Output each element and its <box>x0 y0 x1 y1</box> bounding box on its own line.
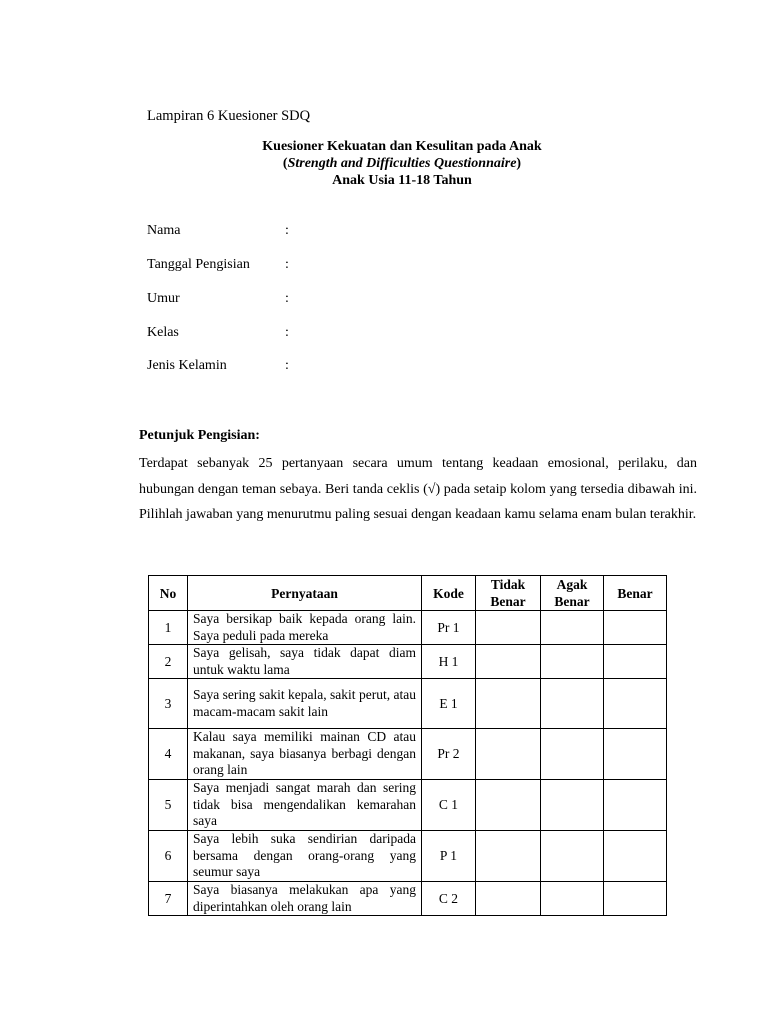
instructions-text: Terdapat sebanyak 25 pertanyaan secara umum tentang keadaan emosional, perilaku, dan hubungan dengan teman sebaya. Beri tanda ceklis (√) pada setaip kolom yang tersedia dibawah ini. Pilihlah jawaban yang menurutmu paling sesuai dengan keadaan kamu selama enam bulan terakhir. <box>139 456 697 522</box>
age-range-title: Anak Usia 11-18 Tahun <box>332 173 472 188</box>
row-number: 5 <box>149 780 188 831</box>
row-number: 2 <box>149 645 188 679</box>
row-code: P 1 <box>422 831 476 882</box>
answer-cell-tidak-benar[interactable] <box>476 729 541 780</box>
row-code: H 1 <box>422 645 476 679</box>
row-code: E 1 <box>422 679 476 729</box>
subtitle-english: Strength and Difficulties Questionnaire <box>287 156 517 171</box>
header-tidak-benar-line1: Tidak <box>490 577 526 592</box>
table-row <box>149 780 667 831</box>
row-statement: Saya biasanya melakukan apa yang diperintahkan oleh orang lain <box>188 882 422 916</box>
answer-cell-benar[interactable] <box>604 679 667 729</box>
row-number: 6 <box>149 831 188 882</box>
header-code: Kode <box>422 576 476 611</box>
header-no: No <box>149 576 188 611</box>
answer-cell-benar[interactable] <box>604 611 667 645</box>
field-colon: : <box>285 257 289 272</box>
row-code: Pr 1 <box>422 611 476 645</box>
header-agak-benar <box>541 576 604 611</box>
header-agak-benar-line2: Benar <box>554 594 590 609</box>
answer-cell-benar[interactable] <box>604 645 667 679</box>
questionnaire-table <box>148 575 667 916</box>
answer-cell-agak-benar[interactable] <box>541 645 604 679</box>
answer-cell-benar[interactable] <box>604 780 667 831</box>
answer-cell-benar[interactable] <box>604 882 667 916</box>
field-label-jenis-kelamin: Jenis Kelamin <box>147 358 227 373</box>
header-tidak-benar-line2: Benar <box>490 594 526 609</box>
row-statement: Saya lebih suka sendirian daripada bersama dengan orang-orang yang seumur saya <box>188 831 422 882</box>
header-statement: Pernyataan <box>188 576 422 611</box>
table-row <box>149 611 667 645</box>
answer-cell-tidak-benar[interactable] <box>476 780 541 831</box>
field-colon: : <box>285 325 289 340</box>
questionnaire-subtitle <box>18 156 768 172</box>
field-label-kelas: Kelas <box>147 325 179 340</box>
table-row <box>149 882 667 916</box>
table-row <box>149 729 667 780</box>
row-code: C 2 <box>422 882 476 916</box>
row-number: 7 <box>149 882 188 916</box>
answer-cell-benar[interactable] <box>604 729 667 780</box>
table-header-row <box>149 576 667 611</box>
answer-cell-tidak-benar[interactable] <box>476 679 541 729</box>
answer-cell-agak-benar[interactable] <box>541 611 604 645</box>
appendix-label: Lampiran 6 Kuesioner SDQ <box>147 108 311 124</box>
field-colon: : <box>285 291 289 306</box>
row-number: 4 <box>149 729 188 780</box>
table-row <box>149 645 667 679</box>
row-statement: Saya menjadi sangat marah dan sering tidak bisa mengendalikan kemarahan saya <box>188 780 422 831</box>
table-row <box>149 831 667 882</box>
table-row <box>149 679 667 729</box>
field-colon: : <box>285 223 289 238</box>
row-statement: Saya gelisah, saya tidak dapat diam untuk waktu lama <box>188 645 422 679</box>
field-label-nama: Nama <box>147 223 181 238</box>
subtitle-close-paren: ) <box>516 156 522 171</box>
answer-cell-benar[interactable] <box>604 831 667 882</box>
row-number: 1 <box>149 611 188 645</box>
subtitle-open-paren: ( <box>282 156 288 171</box>
answer-cell-tidak-benar[interactable] <box>476 645 541 679</box>
row-code: Pr 2 <box>422 729 476 780</box>
answer-cell-agak-benar[interactable] <box>541 679 604 729</box>
answer-cell-agak-benar[interactable] <box>541 780 604 831</box>
header-benar: Benar <box>604 576 667 611</box>
header-agak-benar-line1: Agak <box>556 577 588 592</box>
row-statement: Saya bersikap baik kepada orang lain. Saya peduli pada mereka <box>188 611 422 645</box>
field-label-umur: Umur <box>147 291 180 306</box>
field-label-tanggal: Tanggal Pengisian <box>147 257 250 272</box>
row-code: C 1 <box>422 780 476 831</box>
answer-cell-agak-benar[interactable] <box>541 729 604 780</box>
field-colon: : <box>285 358 289 373</box>
answer-cell-agak-benar[interactable] <box>541 882 604 916</box>
questionnaire-title: Kuesioner Kekuatan dan Kesulitan pada Anak <box>262 139 542 154</box>
instructions-heading: Petunjuk Pengisian: <box>139 428 260 443</box>
answer-cell-tidak-benar[interactable] <box>476 882 541 916</box>
header-tidak-benar <box>476 576 541 611</box>
answer-cell-tidak-benar[interactable] <box>476 611 541 645</box>
row-number: 3 <box>149 679 188 729</box>
answer-cell-agak-benar[interactable] <box>541 831 604 882</box>
row-statement: Saya sering sakit kepala, sakit perut, atau macam-macam sakit lain <box>188 679 422 729</box>
row-statement: Kalau saya memiliki mainan CD atau makanan, saya biasanya berbagi dengan orang lain <box>188 729 422 780</box>
answer-cell-tidak-benar[interactable] <box>476 831 541 882</box>
